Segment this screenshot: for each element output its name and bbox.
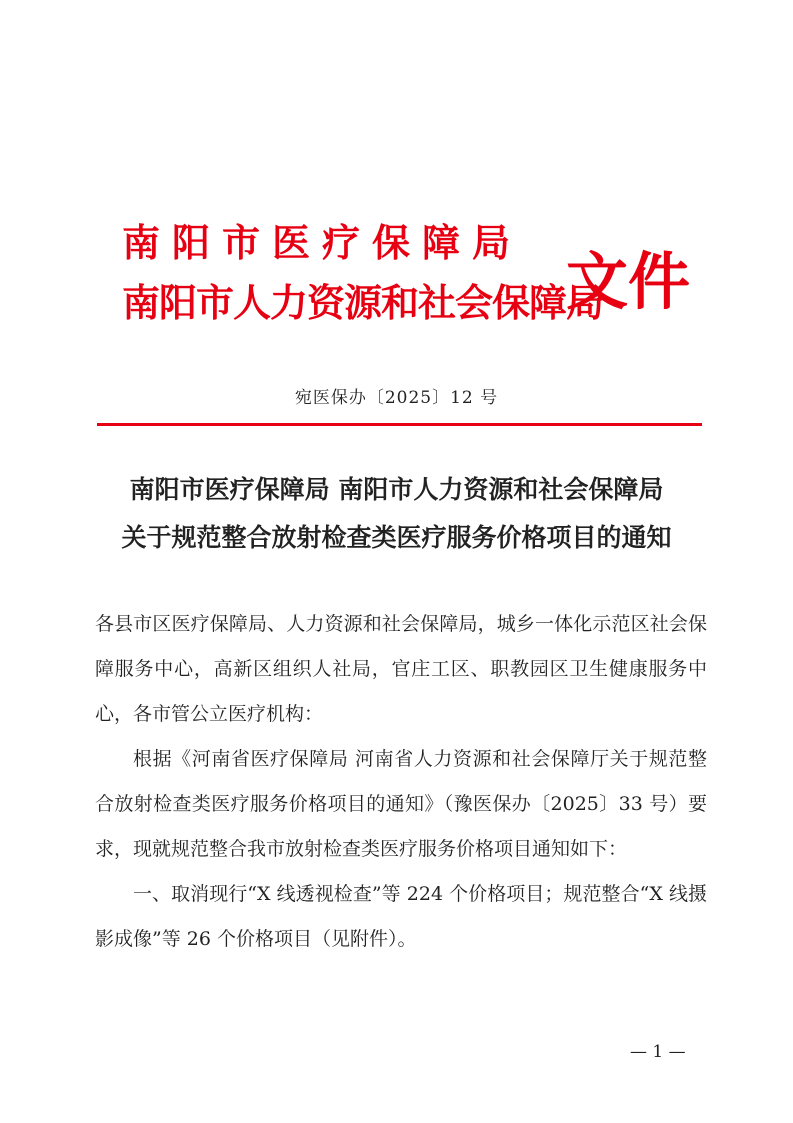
notice-title-line-2: 关于规范整合放射检查类医疗服务价格项目的通知 [121,523,672,552]
page-number: — 1 — [630,1042,686,1062]
issuing-org-2: 南阳市人力资源和社会保障局 [122,280,604,325]
document-number: 宛医保办〔2025〕12 号 [294,388,499,408]
body-paragraph-1: 根据《河南省医疗保障局 河南省人力资源和社会保障厅关于规范整合放射检查类医疗服务价格项目的通知》（豫医保办〔2025〕33 号）要求，现就规范整合我市放射检查类医疗服务价格项目通知如下： [95,748,707,860]
notice-body [95,602,707,962]
issuing-org-1: 南阳市医疗保障局 [122,220,523,265]
addressee-paragraph: 各县市区医疗保障局、人力资源和社会保障局，城乡一体化示范区社会保障服务中心，高新区组织人社局，官庄工区、职教园区卫生健康服务中心，各市管公立医疗机构： [95,613,707,725]
red-divider [97,423,702,426]
document-type-label: 文件 [566,245,691,318]
body-paragraph-2: 一、取消现行“X 线透视检查”等 224 个价格项目；规范整合“X 线摄影成像”等 26 个价格项目（见附件）。 [95,883,707,950]
notice-title-line-1: 南阳市医疗保障局 南阳市人力资源和社会保障局 [129,475,664,504]
